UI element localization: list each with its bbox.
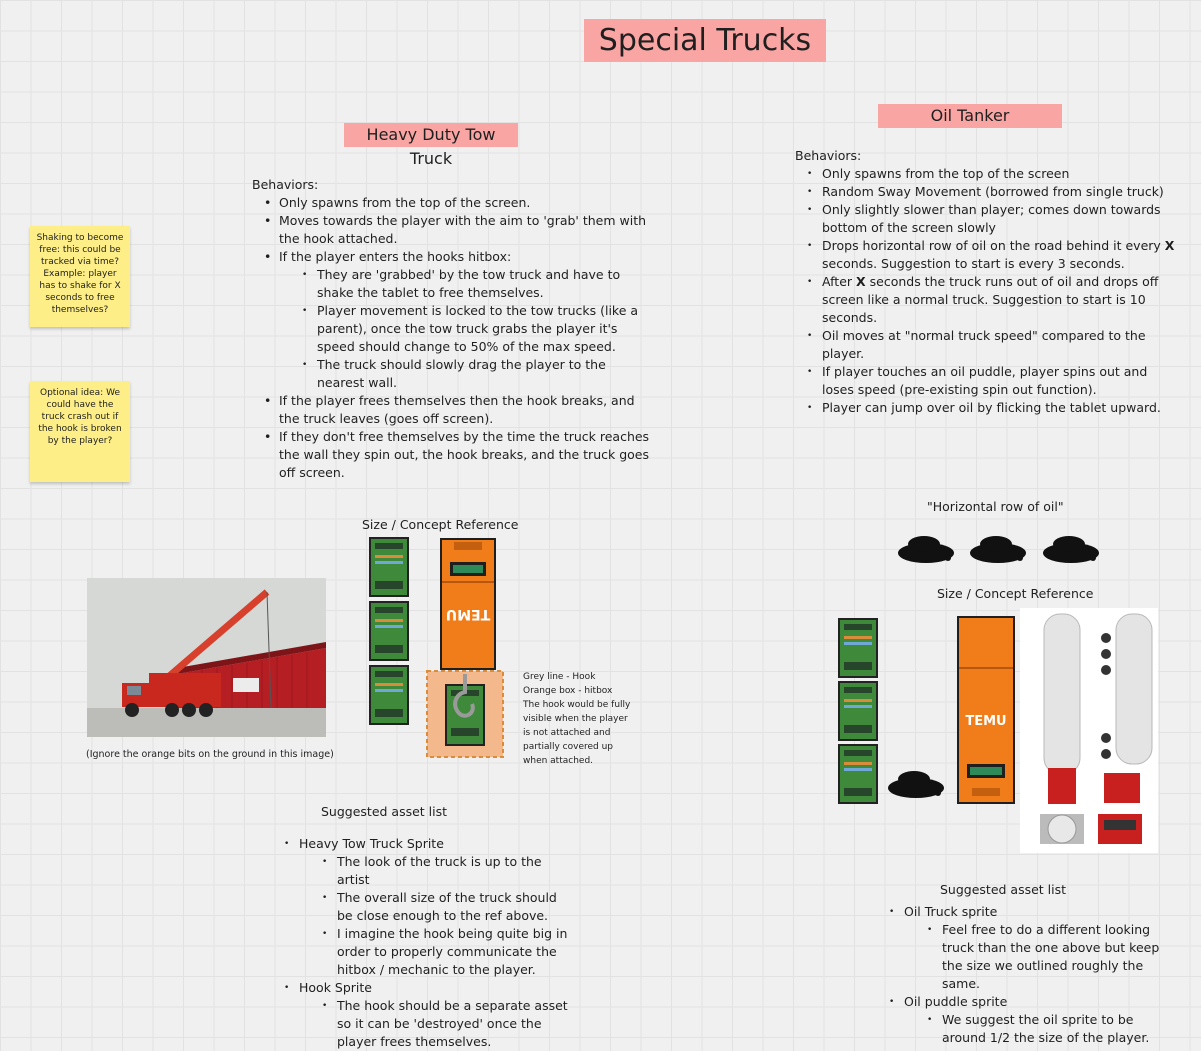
tow-asset-1: • Heavy Tow Truck Sprite	[272, 835, 582, 853]
oil-behavior-4-pre: Drops horizontal row of oil on the road behind it every	[822, 238, 1165, 253]
player-car-sprite	[838, 618, 878, 678]
tow-asset-1a: • The look of the truck is up to the artist	[272, 853, 582, 889]
oil-tanker-title: Oil Tanker	[878, 104, 1062, 128]
player-car-sprite	[838, 681, 878, 741]
hook-hitbox	[426, 670, 504, 758]
tow-asset-1b: • The overall size of the truck should be close enough to the ref above.	[272, 889, 582, 925]
tow-truck-title: Heavy Duty Tow Truck	[344, 123, 518, 147]
tow-behaviors-label: Behaviors:	[252, 177, 319, 192]
tow-asset-1c: • I imagine the hook being quite big in order to properly communicate the hitbox / mechanic to the player.	[272, 925, 582, 979]
oil-behavior-3: • Only slightly slower than player; comes down towards bottom of the screen slowly	[795, 201, 1180, 237]
oil-behavior-5	[795, 273, 1180, 327]
oil-behavior-8: • Player can jump over oil by flicking the tablet upward.	[795, 399, 1180, 417]
oil-ref-label: Size / Concept Reference	[937, 586, 1094, 601]
oil-truck-brand: TEMU	[965, 714, 1007, 729]
sticky-note-shaking[interactable]: Shaking to become free: this could be tracked via time? Example: player has to shake for X seconds to free themselves?	[30, 226, 130, 327]
oil-asset-1a: • Feel free to do a different looking truck than the one above but keep the size we outlined roughly the same.	[877, 921, 1177, 993]
tow-behavior-3: • If the player enters the hooks hitbox:	[252, 248, 652, 266]
sticky-note-optional-idea[interactable]: Optional idea: We could have the truck crash out if the hook is broken by the player?	[30, 381, 130, 482]
oil-puddle-icon	[1043, 536, 1099, 563]
oil-behavior-6: • Oil moves at "normal truck speed" compared to the player.	[795, 327, 1180, 363]
tow-ref-label: Size / Concept Reference	[362, 517, 519, 532]
player-car-sprite	[369, 665, 409, 725]
oil-behavior-1: • Only spawns from the top of the screen	[795, 165, 1180, 183]
tow-behavior-5: • If they don't free themselves by the time the truck reaches the wall they spin out, the hook breaks, and the truck goes off screen.	[252, 428, 652, 482]
oil-behavior-5-post: seconds the truck runs out of oil and drops off screen like a normal truck. Suggestion to start is 10 seconds.	[822, 274, 1159, 325]
tow-truck-brand: TEMU	[445, 606, 491, 622]
oil-behavior-7: • If player touches an oil puddle, player spins out and loses speed (pre-existing spin out function).	[795, 363, 1180, 399]
oil-asset-1: • Oil Truck sprite	[877, 903, 1177, 921]
oil-assets-list	[877, 903, 1177, 1047]
oil-truck-sprite	[957, 616, 1015, 804]
tanker-reference-image	[1020, 608, 1158, 853]
tow-behavior-2: • Moves towards the player with the aim to 'grab' them with the hook attached.	[252, 212, 652, 248]
oil-behavior-5-pre: After	[822, 274, 856, 289]
oil-puddle-icon	[898, 536, 954, 563]
oil-asset-2: • Oil puddle sprite	[877, 993, 1177, 1011]
tow-asset-2: • Hook Sprite	[272, 979, 582, 997]
oil-puddle-row	[896, 531, 1106, 567]
player-car-sprites-oil	[835, 618, 881, 806]
tow-truck-sprite	[440, 538, 496, 670]
player-car-sprite	[369, 601, 409, 661]
player-car-sprites	[366, 537, 412, 727]
oil-asset-2a: • We suggest the oil sprite to be around 1/2 the size of the player.	[877, 1011, 1177, 1047]
tow-asset-2a: • The hook should be a separate asset so it can be 'destroyed' once the player frees themselves.	[272, 997, 582, 1051]
oil-behavior-5-x: X	[856, 274, 866, 289]
oil-puddle-icon	[970, 536, 1026, 563]
oil-behavior-4	[795, 237, 1180, 273]
oil-puddle-icon	[886, 766, 948, 802]
tow-behavior-4: • If the player frees themselves then the hook breaks, and the truck leaves (goes off screen).	[252, 392, 652, 428]
hook-note: Grey line - Hook Orange box - hitbox The hook would be fully visible when the player is not attached and partially covered up when attached.	[523, 672, 631, 766]
oil-row-label: "Horizontal row of oil"	[927, 499, 1064, 514]
oil-behavior-2: • Random Sway Movement (borrowed from single truck)	[795, 183, 1180, 201]
tow-assets-label: Suggested asset list	[321, 804, 448, 819]
oil-behavior-4-post: seconds. Suggestion to start is every 3 seconds.	[822, 256, 1125, 271]
photo-caption: (Ignore the orange bits on the ground in this image)	[86, 749, 334, 760]
oil-behavior-4-x: X	[1164, 238, 1175, 253]
oil-behaviors-label: Behaviors:	[795, 148, 862, 163]
tow-truck-photo	[87, 578, 326, 737]
tow-assets-list	[272, 835, 582, 1051]
player-car-sprite	[369, 537, 409, 597]
oil-assets-label: Suggested asset list	[940, 882, 1067, 897]
board-title: Special Trucks	[584, 19, 826, 62]
tow-behavior-3c: • The truck should slowly drag the player to the nearest wall.	[252, 356, 652, 392]
player-car-sprite	[838, 744, 878, 804]
tow-behavior-1: • Only spawns from the top of the screen.	[252, 194, 652, 212]
tow-behaviors	[252, 176, 652, 482]
tow-behavior-3a: • They are 'grabbed' by the tow truck and have to shake the tablet to free themselves.	[252, 266, 652, 302]
oil-behaviors	[795, 147, 1180, 417]
tow-behavior-3b: • Player movement is locked to the tow trucks (like a parent), once the tow truck grabs the player it's speed should change to 50% of the max speed.	[252, 302, 652, 356]
